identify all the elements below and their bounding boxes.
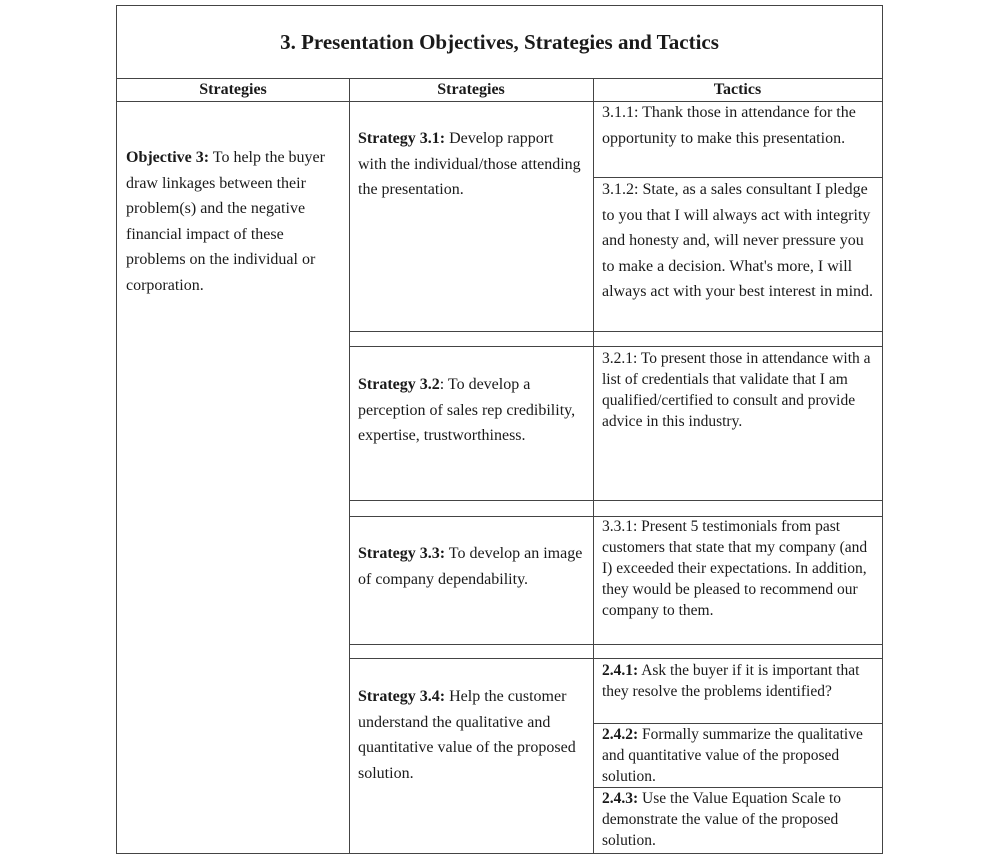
- strategy-label: Strategy 3.1:: [358, 130, 446, 147]
- tactic-label: 2.4.1:: [602, 662, 639, 679]
- tactic-text: 3.1.1: Thank those in attendance for the opportunity to make this presentation.: [602, 104, 856, 147]
- row-divider: [349, 346, 882, 347]
- strategy-text: : To develop a perception of sales rep credibility, expertise, trustworthiness.: [358, 376, 576, 444]
- strategy-cell-3-1: [358, 126, 583, 203]
- tactic-text: Use the Value Equation Scale to demonstrate the value of the proposed solution.: [602, 790, 842, 849]
- strategy-text: Develop rapport with the individual/those attending the presentation.: [358, 130, 581, 198]
- strategy-cell-3-2: [358, 372, 583, 449]
- table-title: 3. Presentation Objectives, Strategies and Tactics: [117, 6, 882, 79]
- tactic-text: Formally summarize the qualitative and quantitative value of the proposed solution.: [602, 726, 863, 785]
- strategy-cell-3-3: [358, 541, 583, 592]
- header-tactics: Tactics: [593, 79, 882, 102]
- tactic-text: 3.1.2: State, as a sales consultant I pledge to you that I will always act with integrity and honesty and, will never pressure you to make a decision. What's more, I will always act with your best interest in mind.: [602, 181, 874, 300]
- column-divider-2: [593, 79, 594, 854]
- strategy-cell-3-4: [358, 684, 583, 786]
- column-divider-1: [349, 79, 350, 854]
- tactic-2-4-3: [602, 788, 877, 851]
- tactic-label: 2.4.2:: [602, 726, 639, 743]
- tactic-3-1-1: [602, 100, 877, 151]
- header-strategies-1: Strategies: [117, 79, 349, 102]
- row-divider: [349, 331, 882, 332]
- header-strategies-2: Strategies: [349, 79, 593, 102]
- tactic-label: 2.4.3:: [602, 790, 639, 807]
- tactic-text: 3.3.1: Present 5 testimonials from past customers that state that my company (and I) exceeded their expectations. In addition, they would be pleased to recommend our company to them.: [602, 518, 868, 619]
- strategy-table: [116, 5, 883, 854]
- tactic-text: 3.2.1: To present those in attendance with a list of credentials that validate that I am qualified/certified to consult and provide advice in this industry.: [602, 350, 871, 430]
- tactic-2-4-2: [602, 724, 877, 787]
- objective-cell: [126, 145, 336, 298]
- tactic-3-3-1: [602, 516, 877, 621]
- row-divider: [349, 658, 882, 659]
- tactic-text: Ask the buyer if it is important that they resolve the problems identified?: [602, 662, 860, 700]
- strategy-text: To develop an image of company dependability.: [358, 545, 583, 588]
- strategy-label: Strategy 3.2: [358, 376, 440, 393]
- objective-text: To help the buyer draw linkages between their problem(s) and the negative financial impact of these problems on the individual or corporation.: [126, 149, 325, 294]
- tactic-2-4-1: [602, 660, 877, 702]
- tactic-3-2-1: [602, 348, 877, 432]
- strategy-label: Strategy 3.3:: [358, 545, 446, 562]
- row-divider: [349, 644, 882, 645]
- row-divider: [349, 500, 882, 501]
- objective-label: Objective 3:: [126, 149, 210, 166]
- strategy-label: Strategy 3.4:: [358, 688, 446, 705]
- strategy-text: Help the customer understand the qualitative and quantitative value of the proposed solution.: [358, 688, 576, 782]
- tactic-3-1-2: [602, 177, 877, 305]
